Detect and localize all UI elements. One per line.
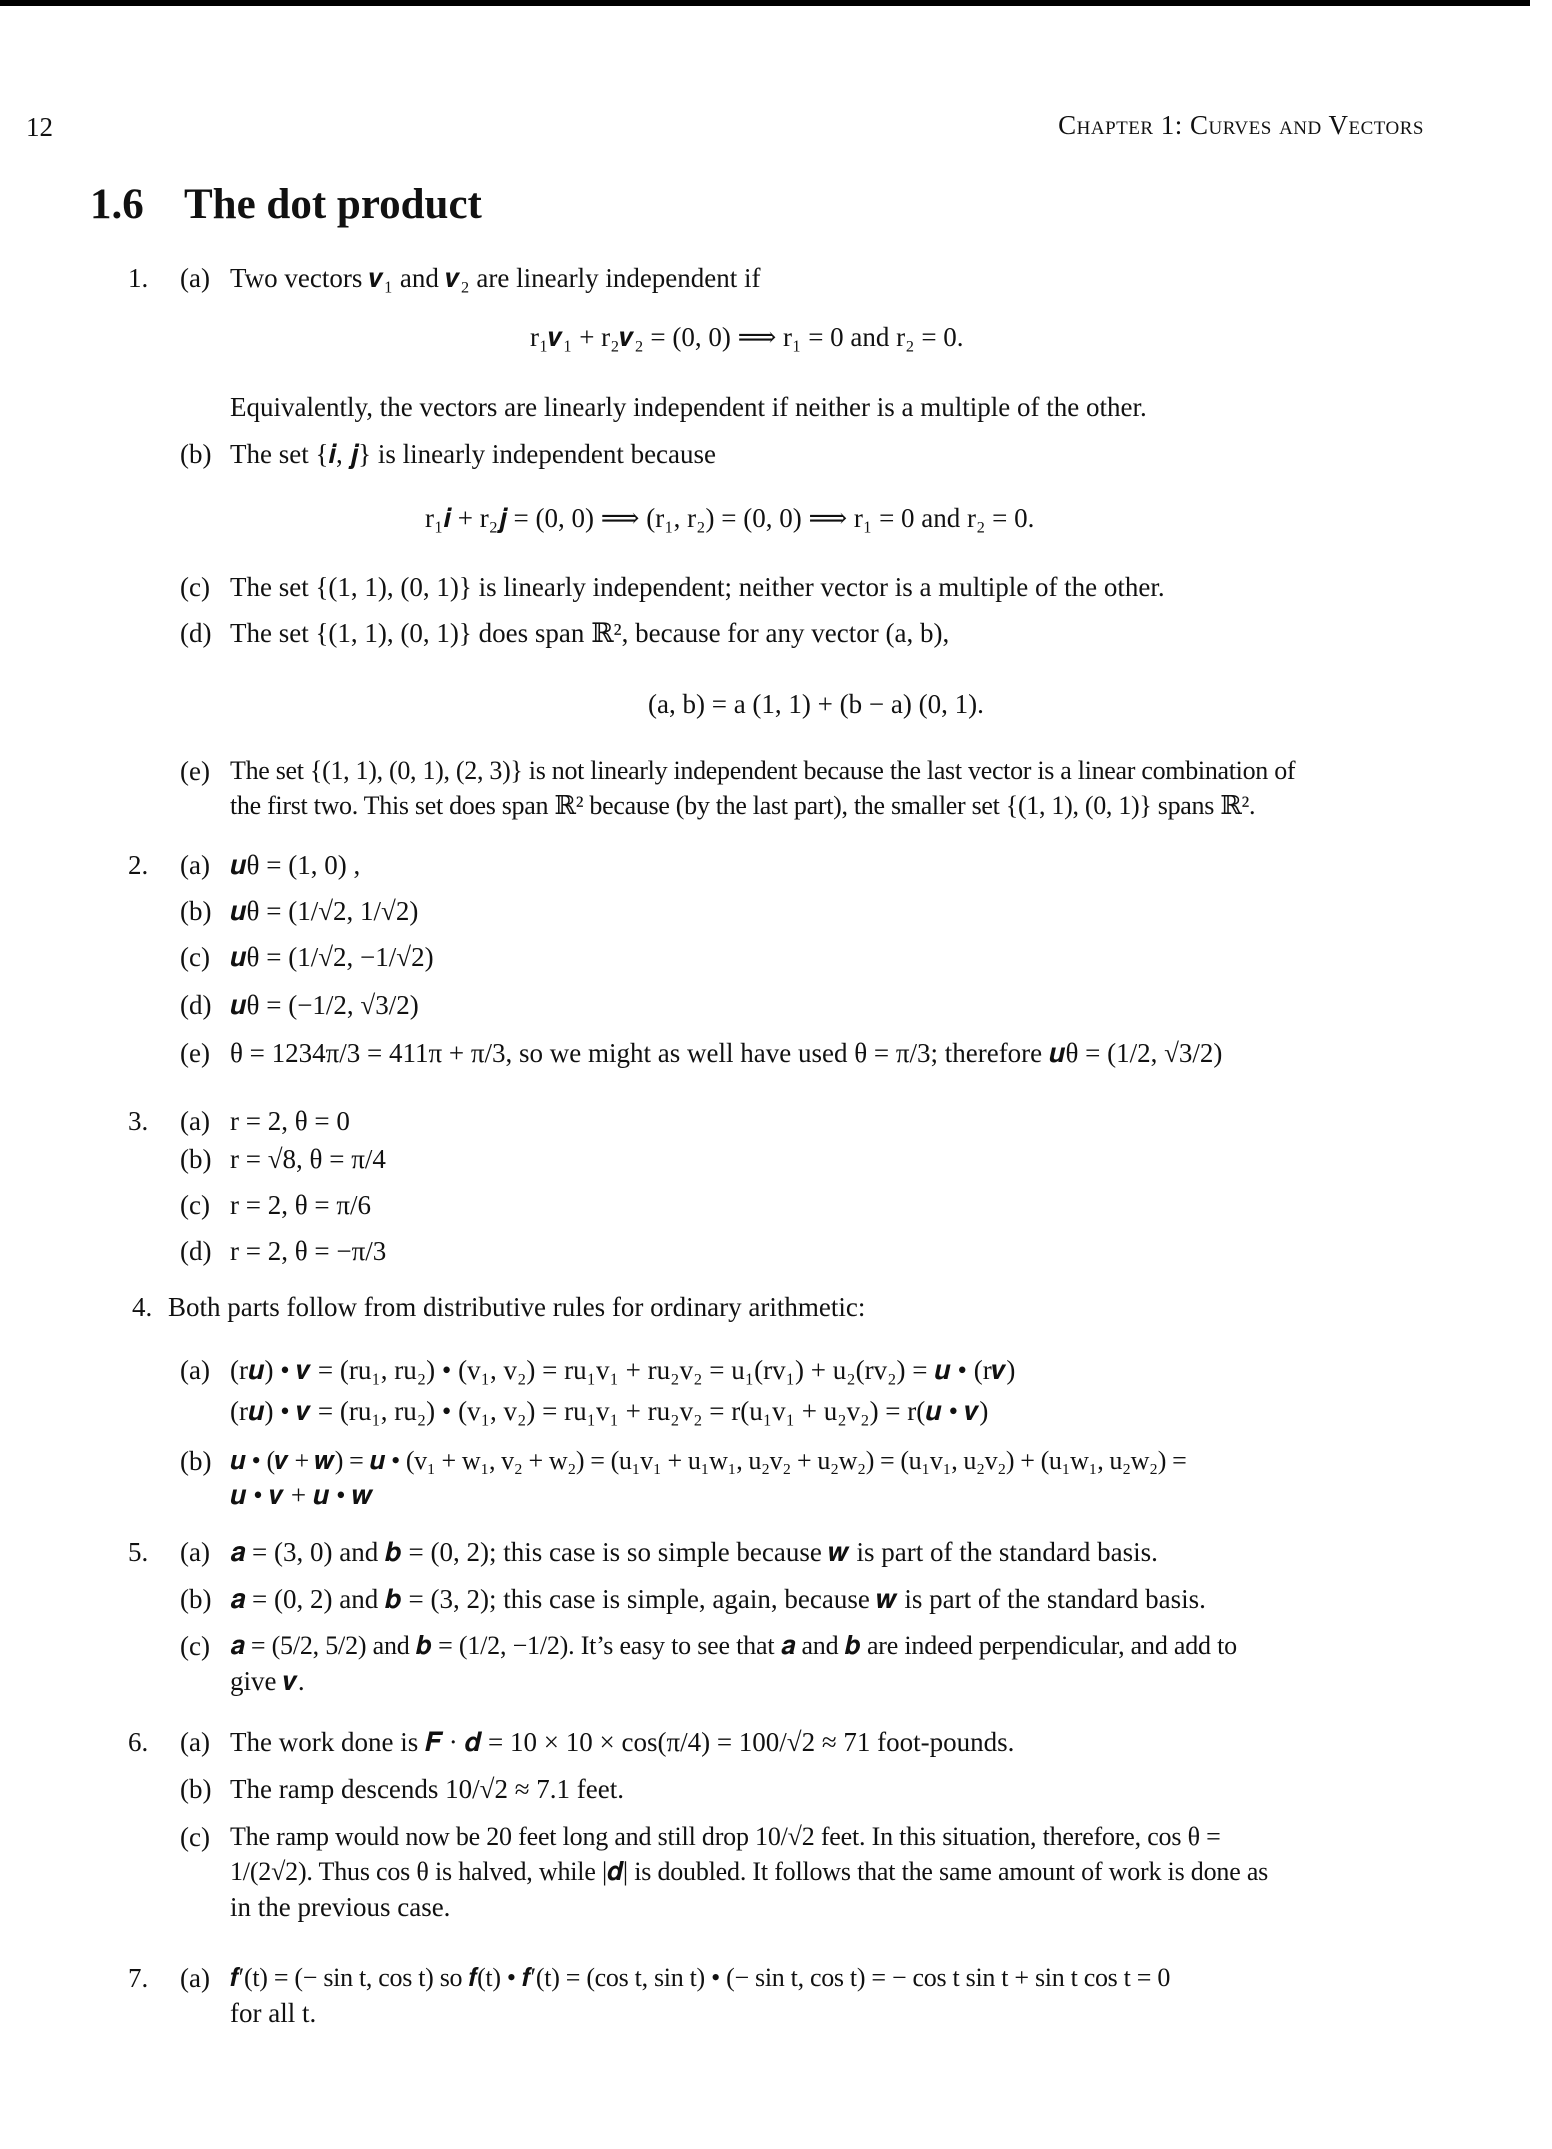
part-label: (d)	[180, 1236, 212, 1266]
problem-text: give 𝒗.	[230, 1666, 305, 1696]
problem-text: the first two. This set does span ℝ² because (by the last part), the smaller set {(1, 1), (0, 1)} spans ℝ².	[230, 791, 1256, 820]
part-label: (e)	[180, 756, 210, 786]
problem-text: r = √8, θ = π/4	[230, 1144, 386, 1174]
part-label: (b)	[180, 1774, 212, 1804]
part-label: (a)	[180, 1963, 210, 1993]
part-label: (b)	[180, 439, 212, 469]
part-label: (b)	[180, 1584, 212, 1614]
problem-number: 7.	[128, 1963, 149, 1993]
problem-text: The work done is 𝑭 · 𝒅 = 10 × 10 × cos(π/4) = 100/√2 ≈ 71 foot-pounds.	[230, 1727, 1015, 1757]
problem-number: 6.	[128, 1727, 149, 1757]
problem-text: The set {(1, 1), (0, 1)} does span ℝ², because for any vector (a, b),	[230, 618, 950, 648]
part-label: (c)	[180, 1190, 210, 1220]
problem-text: Two vectors 𝒗₁ and 𝒗₂ are linearly independent if	[230, 263, 761, 293]
problem-number: 5.	[128, 1537, 149, 1567]
page-number: 12	[26, 112, 53, 142]
part-label: (a)	[180, 1355, 210, 1385]
problem-text: 𝒖θ = (1/√2, −1/√2)	[230, 942, 434, 972]
problem-text: for all t.	[230, 1998, 317, 2028]
part-label: (a)	[180, 850, 210, 880]
part-label: (b)	[180, 896, 212, 926]
problem-text: The ramp would now be 20 feet long and still drop 10/√2 feet. In this situation, therefore, cos θ =	[230, 1822, 1221, 1851]
part-label: (a)	[180, 1727, 210, 1757]
scan-top-border	[0, 0, 1530, 6]
section-title: The dot product	[184, 181, 482, 228]
display-equation: r₁𝒊 + r₂𝒋 = (0, 0) ⟹ (r₁, r₂) = (0, 0) ⟹ r₁ = 0 and r₂ = 0.	[425, 503, 1035, 533]
section-number: 1.6	[90, 181, 144, 228]
problem-text: r = 2, θ = π/6	[230, 1190, 372, 1220]
problem-text: 𝒖 • (𝒗 + 𝒘) = 𝒖 • (v₁ + w₁, v₂ + w₂) = (u₁v₁ + u₁w₁, u₂v₂ + u₂w₂) = (u₁v₁, u₂v₂) + (u₁w₁, u₂w₂) =	[230, 1446, 1187, 1475]
part-label: (c)	[180, 572, 210, 602]
part-label: (c)	[180, 1631, 210, 1661]
part-label: (a)	[180, 263, 210, 293]
problem-text: θ = 1234π/3 = 411π + π/3, so we might as well have used θ = π/3; therefore 𝒖θ = (1/2, √3/2)	[230, 1038, 1223, 1068]
problem-text: 𝒂 = (3, 0) and 𝒃 = (0, 2); this case is so simple because 𝒘 is part of the standard basis.	[230, 1537, 1158, 1567]
problem-number: 4.	[132, 1292, 153, 1322]
section-heading	[90, 180, 482, 229]
problem-text: 𝒖θ = (−1/2, √3/2)	[230, 990, 419, 1020]
part-label: (a)	[180, 1537, 210, 1567]
problem-text: (r𝒖) • 𝒗 = (ru₁, ru₂) • (v₁, v₂) = ru₁v₁ + ru₂v₂ = u₁(rv₁) + u₂(rv₂) = 𝒖 • (r𝒗)	[230, 1355, 1016, 1385]
problem-text: The set {(1, 1), (0, 1), (2, 3)} is not linearly independent because the last vector is a linear combination of	[230, 756, 1296, 785]
part-label: (c)	[180, 1822, 210, 1852]
display-equation: r₁𝒗₁ + r₂𝒗₂ = (0, 0) ⟹ r₁ = 0 and r₂ = 0.	[530, 322, 964, 352]
part-label: (d)	[180, 990, 212, 1020]
part-label: (d)	[180, 618, 212, 648]
problem-text: 𝒖θ = (1/√2, 1/√2)	[230, 896, 419, 926]
problem-number: 2.	[128, 850, 149, 880]
part-label: (c)	[180, 942, 210, 972]
problem-text: 𝒇′(t) = (− sin t, cos t) so 𝒇(t) • 𝒇′(t) = (cos t, sin t) • (− sin t, cos t) = − cos t sin t + sin t cos t = 0	[230, 1963, 1171, 1992]
problem-text: 1/(2√2). Thus cos θ is halved, while |𝒅| is doubled. It follows that the same amount of work is done as	[230, 1857, 1269, 1886]
problem-number: 1.	[128, 263, 149, 293]
part-label: (b)	[180, 1144, 212, 1174]
problem-number: 3.	[128, 1106, 149, 1136]
part-label: (b)	[180, 1446, 212, 1476]
problem-text: 𝒂 = (0, 2) and 𝒃 = (3, 2); this case is simple, again, because 𝒘 is part of the standard basis.	[230, 1584, 1206, 1614]
problem-text: r = 2, θ = 0	[230, 1106, 350, 1136]
problem-text: Equivalently, the vectors are linearly independent if neither is a multiple of the other.	[230, 392, 1147, 422]
part-label: (e)	[180, 1038, 210, 1068]
problem-text: (r𝒖) • 𝒗 = (ru₁, ru₂) • (v₁, v₂) = ru₁v₁ + ru₂v₂ = r(u₁v₁ + u₂v₂) = r(𝒖 • 𝒗)	[230, 1396, 989, 1426]
problem-text: The set {𝒊, 𝒋} is linearly independent because	[230, 439, 717, 469]
problem-text: Both parts follow from distributive rules for ordinary arithmetic:	[168, 1292, 866, 1322]
problem-text: The set {(1, 1), (0, 1)} is linearly independent; neither vector is a multiple of the other.	[230, 572, 1165, 602]
running-header: Chapter 1: Curves and Vectors	[1058, 110, 1424, 140]
problem-text: 𝒖θ = (1, 0) ,	[230, 850, 361, 880]
problem-text: 𝒖 • 𝒗 + 𝒖 • 𝒘	[230, 1480, 374, 1510]
problem-text: 𝒂 = (5/2, 5/2) and 𝒃 = (1/2, −1/2). It’s easy to see that 𝒂 and 𝒃 are indeed perpendicular, and add to	[230, 1631, 1237, 1660]
problem-text: in the previous case.	[230, 1892, 451, 1922]
display-equation: (a, b) = a (1, 1) + (b − a) (0, 1).	[648, 689, 984, 719]
part-label: (a)	[180, 1106, 210, 1136]
problem-text: r = 2, θ = −π/3	[230, 1236, 387, 1266]
problem-text: The ramp descends 10/√2 ≈ 7.1 feet.	[230, 1774, 625, 1804]
